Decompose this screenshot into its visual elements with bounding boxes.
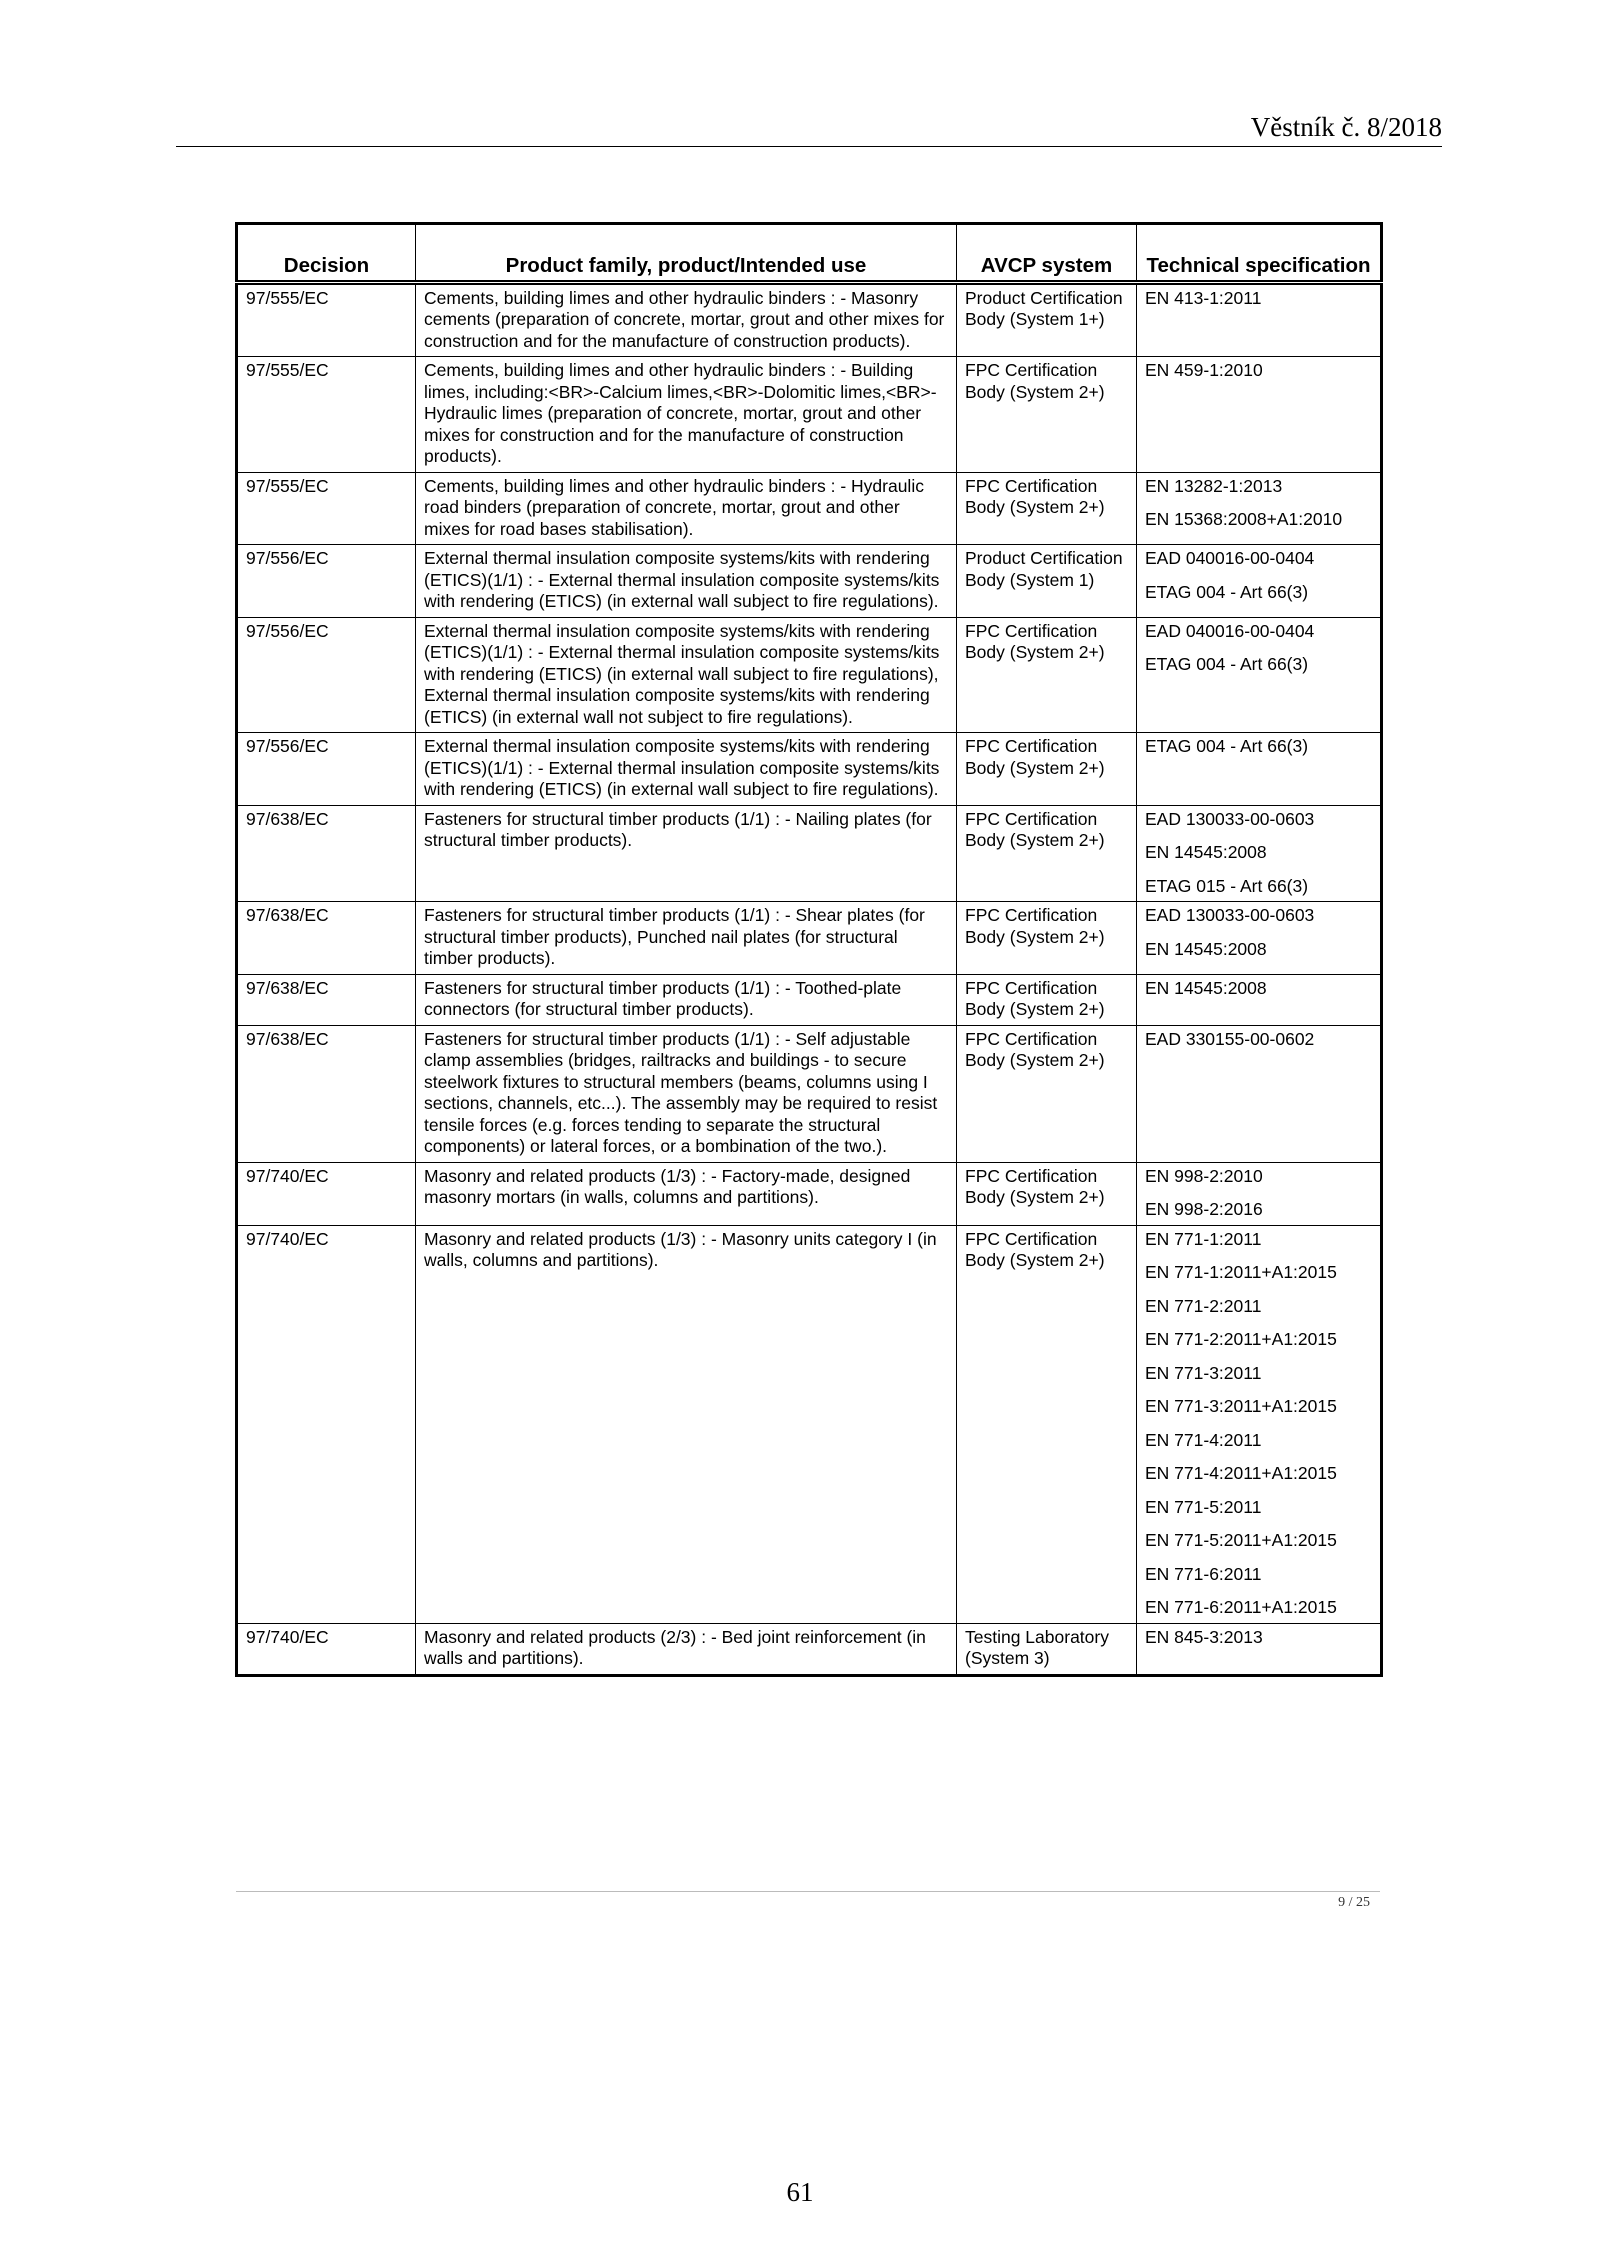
decision-cell: 97/638/EC <box>237 974 416 1025</box>
specification-item: EN 771-2:2011+A1:2015 <box>1145 1329 1337 1349</box>
specification-item: EN 771-1:2011 <box>1145 1228 1262 1249</box>
decision-cell: 97/555/EC <box>237 472 416 545</box>
product-cell: Masonry and related products (1/3) : - Masonry units category I (in walls, columns and partitions). <box>416 1225 957 1623</box>
avcp-cell: FPC Certification Body (System 2+) <box>957 733 1137 806</box>
decision-cell: 97/638/EC <box>237 1025 416 1162</box>
avcp-cell: FPC Certification Body (System 2+) <box>957 357 1137 473</box>
product-cell: Cements, building limes and other hydraulic binders : - Hydraulic road binders (preparation of concrete, mortar, grout and other mixes for road bases stabilisation). <box>416 472 957 545</box>
avcp-cell: Product Certification Body (System 1+) <box>957 282 1137 357</box>
column-header-decision: Decision <box>237 224 416 283</box>
column-header-specification: Technical specification <box>1137 224 1382 283</box>
specification-item: EN 14545:2008 <box>1145 977 1267 998</box>
product-cell: Cements, building limes and other hydraulic binders : - Masonry cements (preparation of concrete, mortar, grout and other mixes for construction and for the manufacture of construction products). <box>416 282 957 357</box>
table-header-row <box>237 224 1382 283</box>
product-cell: External thermal insulation composite systems/kits with rendering (ETICS)(1/1) : - External thermal insulation composite systems/kits with rendering (ETICS) (in external wall subject to fire regulations). <box>416 733 957 806</box>
table-row <box>237 1162 1382 1225</box>
avcp-cell: FPC Certification Body (System 2+) <box>957 1025 1137 1162</box>
specification-item: EAD 130033-00-0603 <box>1145 808 1315 829</box>
specification-item: EN 15368:2008+A1:2010 <box>1145 509 1343 529</box>
specification-item: EN 771-3:2011+A1:2015 <box>1145 1396 1337 1416</box>
specification-item: EN 771-5:2011 <box>1145 1496 1262 1517</box>
specification-item: ETAG 004 - Art 66(3) <box>1145 581 1309 602</box>
decision-cell: 97/555/EC <box>237 282 416 357</box>
decision-cell: 97/638/EC <box>237 902 416 975</box>
table-row <box>237 1225 1382 1623</box>
specification-item: ETAG 015 - Art 66(3) <box>1145 875 1309 896</box>
specification-cell <box>1137 805 1382 902</box>
specification-cell <box>1137 902 1382 975</box>
specification-cell <box>1137 1162 1382 1225</box>
specification-item: EAD 330155-00-0602 <box>1145 1028 1315 1049</box>
page-number: 61 <box>786 2177 814 2207</box>
avcp-cell: FPC Certification Body (System 2+) <box>957 805 1137 902</box>
decision-cell: 97/638/EC <box>237 805 416 902</box>
decision-cell: 97/556/EC <box>237 733 416 806</box>
avcp-cell: FPC Certification Body (System 2+) <box>957 1225 1137 1623</box>
product-cell: External thermal insulation composite systems/kits with rendering (ETICS)(1/1) : - External thermal insulation composite systems/kits with rendering (ETICS) (in external wall subject to fire regulations). <box>416 545 957 618</box>
specification-item: EN 845-3:2013 <box>1145 1626 1263 1647</box>
product-cell: Masonry and related products (2/3) : - Bed joint reinforcement (in walls and partitions). <box>416 1623 957 1675</box>
product-cell: External thermal insulation composite systems/kits with rendering (ETICS)(1/1) : - External thermal insulation composite systems/kits with rendering (ETICS) (in external wall subject to fire regulations), External thermal insulation composite systems/kits with rendering (ETICS) (in external wall not subject to fire regulations). <box>416 617 957 733</box>
specification-item: EN 13282-1:2013 <box>1145 475 1283 496</box>
specification-cell <box>1137 545 1382 618</box>
table-row <box>237 1025 1382 1162</box>
specification-cell <box>1137 617 1382 733</box>
specification-cell <box>1137 282 1382 357</box>
specification-item: EN 771-4:2011+A1:2015 <box>1145 1463 1337 1483</box>
table-row <box>237 282 1382 357</box>
table-row <box>237 617 1382 733</box>
avcp-cell: FPC Certification Body (System 2+) <box>957 974 1137 1025</box>
specification-item: EN 14545:2008 <box>1145 938 1267 959</box>
specification-item: EN 459-1:2010 <box>1145 360 1263 380</box>
table-row <box>237 1623 1382 1675</box>
product-cell: Fasteners for structural timber products (1/1) : - Nailing plates (for structural timber products). <box>416 805 957 902</box>
specification-item: EN 771-4:2011 <box>1145 1429 1262 1450</box>
decision-cell: 97/740/EC <box>237 1225 416 1623</box>
specification-cell <box>1137 733 1382 806</box>
header-divider <box>176 146 1442 147</box>
table-row <box>237 545 1382 618</box>
table-row <box>237 805 1382 902</box>
specification-cell <box>1137 1025 1382 1162</box>
table-body <box>237 282 1382 1675</box>
specification-cell <box>1137 1623 1382 1675</box>
specification-item: ETAG 004 - Art 66(3) <box>1145 736 1309 756</box>
table-row <box>237 974 1382 1025</box>
table-row <box>237 733 1382 806</box>
specification-item: ETAG 004 - Art 66(3) <box>1145 654 1309 674</box>
specification-item: EN 413-1:2011 <box>1145 287 1262 308</box>
specification-item: EN 998-2:2016 <box>1145 1199 1263 1219</box>
product-cell: Cements, building limes and other hydraulic binders : - Building limes, including:<BR>-Calcium limes,<BR>-Dolomitic limes,<BR>-Hydraulic limes (preparation of concrete, mortar, grout and other mixes for construction and for the manufacture of construction products). <box>416 357 957 473</box>
footer-pager: 9 / 25 <box>1338 1895 1370 1910</box>
footer-divider <box>236 1891 1380 1892</box>
avcp-cell: Testing Laboratory (System 3) <box>957 1623 1137 1675</box>
table-row <box>237 357 1382 473</box>
decision-cell: 97/740/EC <box>237 1623 416 1675</box>
column-header-product: Product family, product/Intended use <box>416 224 957 283</box>
certification-table <box>235 222 1383 1677</box>
specification-item: EN 771-1:2011+A1:2015 <box>1145 1262 1337 1282</box>
page-header-title: Věstník č. 8/2018 <box>1250 112 1442 142</box>
decision-cell: 97/556/EC <box>237 617 416 733</box>
specification-item: EN 771-6:2011+A1:2015 <box>1145 1597 1337 1617</box>
specification-cell <box>1137 974 1382 1025</box>
specification-cell <box>1137 1225 1382 1623</box>
avcp-cell: FPC Certification Body (System 2+) <box>957 617 1137 733</box>
table-row <box>237 902 1382 975</box>
decision-cell: 97/555/EC <box>237 357 416 473</box>
avcp-cell: FPC Certification Body (System 2+) <box>957 472 1137 545</box>
specification-item: EN 771-5:2011+A1:2015 <box>1145 1530 1337 1550</box>
avcp-cell: FPC Certification Body (System 2+) <box>957 1162 1137 1225</box>
specification-item: EAD 040016-00-0404 <box>1145 548 1315 568</box>
decision-cell: 97/740/EC <box>237 1162 416 1225</box>
specification-cell <box>1137 357 1382 473</box>
specification-cell <box>1137 472 1382 545</box>
product-cell: Fasteners for structural timber products (1/1) : - Shear plates (for structural timber products), Punched nail plates (for structural timber products). <box>416 902 957 975</box>
specification-item: EN 771-2:2011 <box>1145 1295 1262 1316</box>
specification-item: EAD 040016-00-0404 <box>1145 620 1315 641</box>
specification-item: EAD 130033-00-0603 <box>1145 905 1315 925</box>
table-row <box>237 472 1382 545</box>
specification-item: EN 998-2:2010 <box>1145 1165 1263 1186</box>
decision-cell: 97/556/EC <box>237 545 416 618</box>
specification-item: EN 771-3:2011 <box>1145 1362 1262 1383</box>
avcp-cell: FPC Certification Body (System 2+) <box>957 902 1137 975</box>
product-cell: Fasteners for structural timber products (1/1) : - Toothed-plate connectors (for structural timber products). <box>416 974 957 1025</box>
product-cell: Masonry and related products (1/3) : - Factory-made, designed masonry mortars (in walls, columns and partitions). <box>416 1162 957 1225</box>
column-header-avcp: AVCP system <box>957 224 1137 283</box>
product-cell: Fasteners for structural timber products (1/1) : - Self adjustable clamp assemblies (bridges, railtracks and buildings - to secure steelwork fixtures to structural members (beams, columns using I sections, channels, etc...). The assembly may be required to resist tensile forces (e.g. forces tending to separate the structural components) or lateral forces, or a bombination of the two.). <box>416 1025 957 1162</box>
specification-item: EN 14545:2008 <box>1145 842 1267 862</box>
specification-item: EN 771-6:2011 <box>1145 1563 1262 1584</box>
avcp-cell: Product Certification Body (System 1) <box>957 545 1137 618</box>
